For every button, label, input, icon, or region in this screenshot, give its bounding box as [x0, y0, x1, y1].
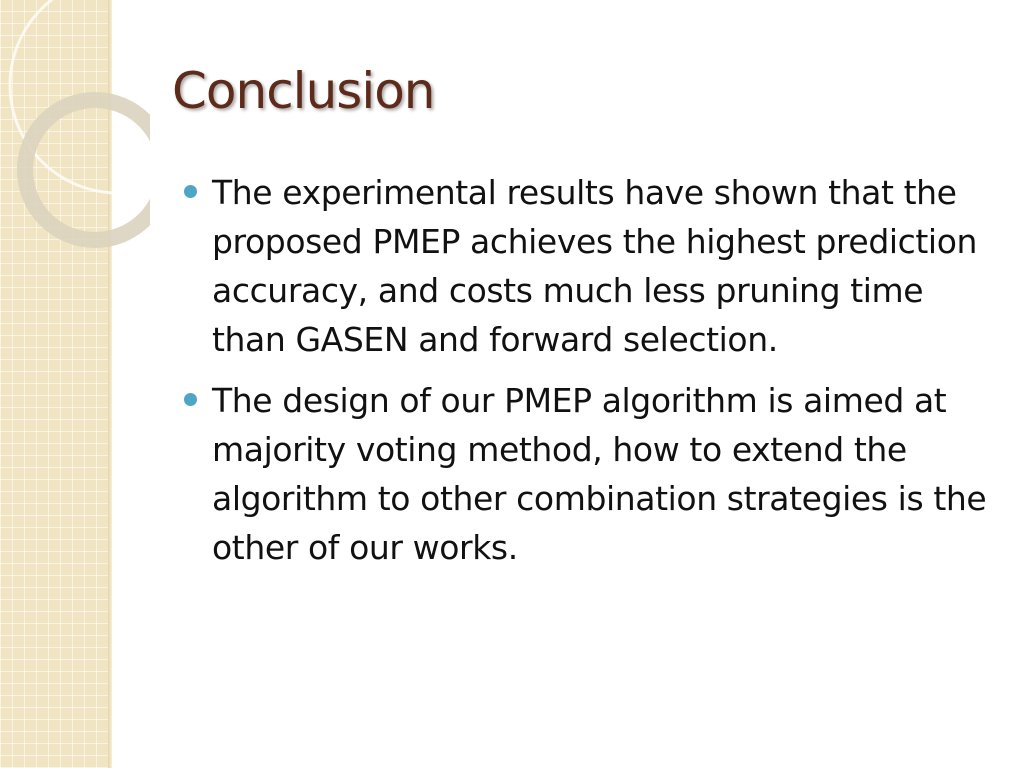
inner-ring: [25, 100, 150, 240]
bullet-text: The design of our PMEP algorithm is aimed at majority voting method, how to extend the algorithm to other combination strategies is the other of our works.: [212, 381, 987, 567]
bullet-item: [184, 376, 996, 572]
bullet-marker-icon: [184, 393, 197, 406]
bullet-list: [184, 168, 996, 584]
slide-title: Conclusion: [172, 62, 435, 120]
bullet-marker-icon: [184, 185, 197, 198]
decorative-rings: [0, 0, 150, 260]
bullet-item: [184, 168, 996, 364]
bullet-text: The experimental results have shown that the proposed PMEP achieves the highest prediction accuracy, and costs much less pruning time than GASEN and forward selection.: [212, 173, 978, 359]
